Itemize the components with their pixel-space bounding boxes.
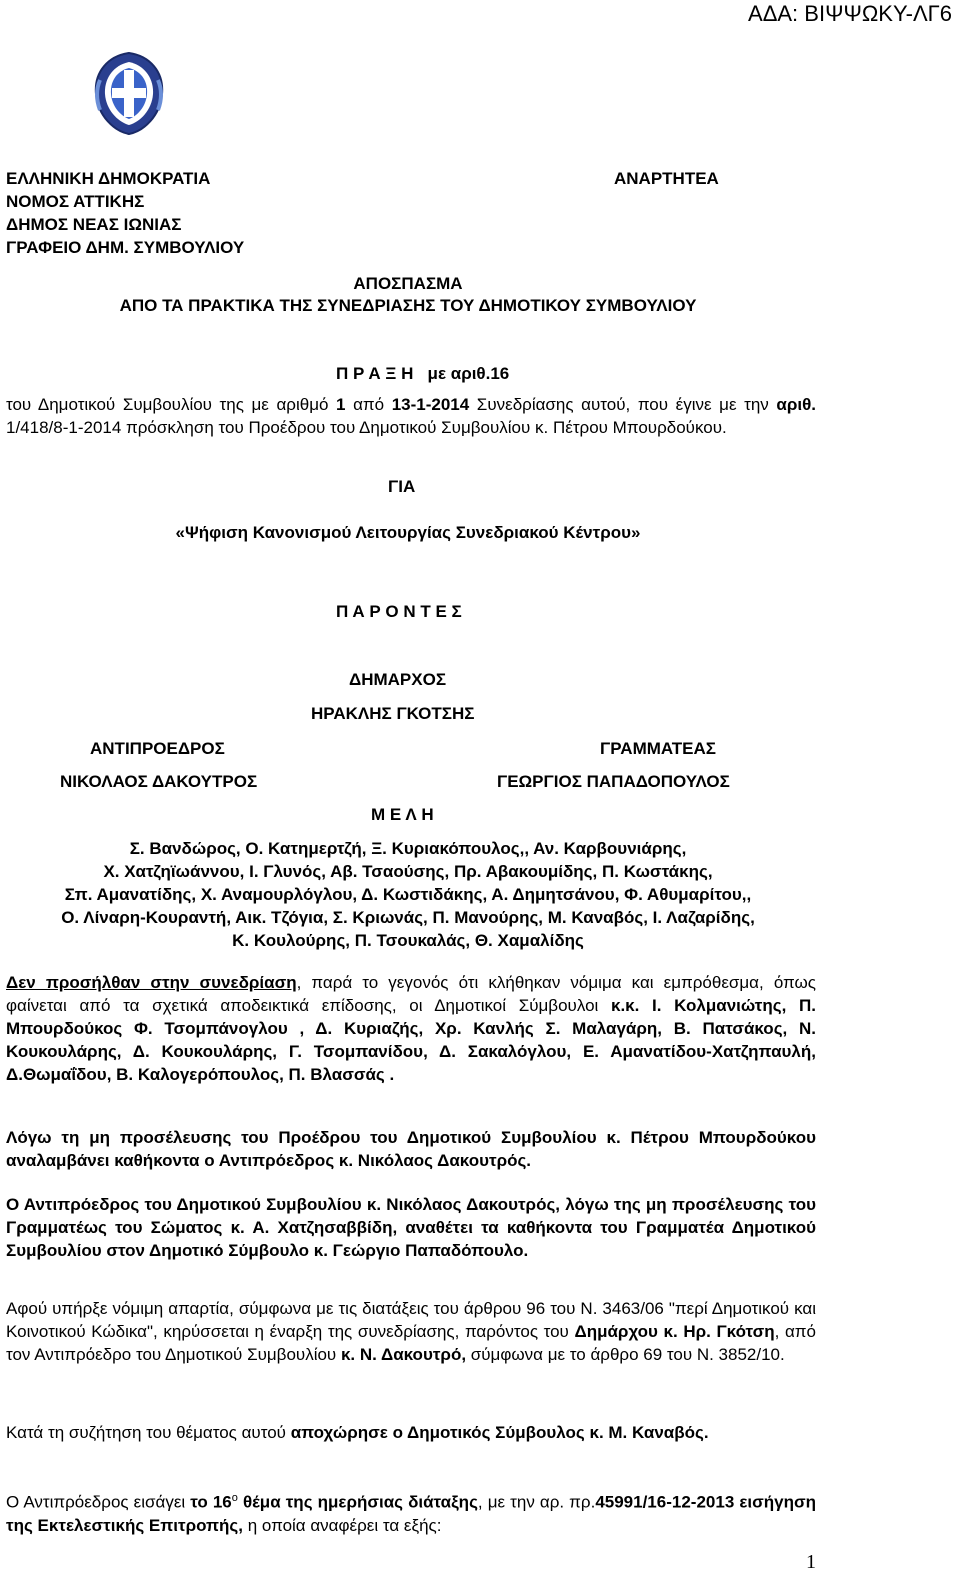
members-label: Μ Ε Λ Η (371, 805, 434, 824)
members-line-1: Σ. Βανδώρος, Ο. Κατημερτζή, Ξ. Κυριακόπουλος,, Αν. Καρβουνιάρης, (129, 839, 687, 858)
page-number: 1 (806, 1551, 816, 1573)
vice-president-name: ΝΙΚΟΛΑΟΣ ΔΑΚΟΥΤΡΟΣ (60, 772, 258, 791)
posting-label: ΑΝΑΡΤΗΤΕΑ (614, 169, 719, 188)
present-label: Π Α Ρ Ο Ν Τ Ε Σ (336, 602, 462, 621)
members-line-5: Κ. Κουλούρης, Π. Τσουκαλάς, Θ. Χαμαλίδης (232, 931, 584, 950)
departure-paragraph: Κατά τη συζήτηση του θέματος αυτού αποχώρησε ο Δημοτικός Σύμβουλος κ. Μ. Καναβός. (6, 1423, 709, 1442)
absent-paragraph: Δεν προσήλθαν στην συνεδρίαση, παρά το γεγονός ότι κλήθηκαν νόμιμα και εμπρόθεσμα, όπως φαίνεται από τα σχετικά αποδεικτικά επίδοσης, οι Δημοτικοί Σύμβουλοι κ.κ. Ι. Κολμανιώτης, Π. Μπουρδούκος Φ. Τσομπάνογλου , Δ. Κυριαζής, Χρ. Κανλής Σ. Μαλαγάρη, Β. Πατσάκος, Ν. Κουκουλάρης, Δ. Κουκουλάρης, Γ. Τσομπανίδου, Δ. Σακαλόγλου, Ε. Αμανατίδου-Χατζηπαυλή, Δ.Θωμαΐδου, Β. Καλογερόπουλος, Π. Βλασσάς . (6, 973, 816, 1084)
greek-coat-of-arms-emblem (88, 50, 170, 136)
issuer-line-2: ΝΟΜΟΣ ΑΤΤΙΚΗΣ (6, 192, 145, 211)
vice-president-title: ΑΝΤΙΠΡΟΕΔΡΟΣ (90, 739, 225, 758)
heading-extract: ΑΠΟΣΠΑΣΜΑ (353, 274, 463, 293)
agenda-paragraph: Ο Αντιπρόεδρος εισάγει το $16^o$ θέμα της ημερήσιας διάταξης, με την αρ. πρ.45991/16-12-2013 εισήγηση της Εκτελεστικής Επιτροπής, η οποία αναφέρει τα εξής: (6, 1492, 816, 1535)
secretary-paragraph: Ο Αντιπρόεδρος του Δημοτικού Συμβουλίου κ. Νικόλαος Δακουτρός, λόγω της μη προσέλευσης του Γραμματέως του Σώματος κ. Α. Χατζησαββίδη, αναθέτει τα καθήκοντα του Γραμματέα Δημοτικού Συμβουλίου στον Δημοτικό Σύμβουλο κ. Γεώργιο Παπαδόπουλο. (6, 1195, 816, 1260)
members-line-3: Σπ. Αμανατίδης, Χ. Αναμουρλόγλου, Δ. Κωστιδάκης, Α. Δημητσάνου, Φ. Αθυμαρίτου,, (64, 885, 752, 904)
chair-paragraph: Λόγω τη μη προσέλευσης του Προέδρου του Δημοτικού Συμβουλίου κ. Πέτρου Μπουρδούκου αναλαμβάνει καθήκοντα ο Αντιπρόεδρος κ. Νικόλαος Δακουτρός. (6, 1128, 816, 1170)
quorum-paragraph: Αφού υπήρξε νόμιμη απαρτία, σύμφωνα με τις διατάξεις του άρθρου 96 του Ν. 3463/06 "περί Δημοτικού και Κοινοτικού Κώδικα", κηρύσσεται η έναρξη της συνεδρίασης, παρόντος του Δημάρχου κ. Ηρ. Γκότση, από τον Αντιπρόεδρο του Δημοτικού Συμβουλίου κ. Ν. Δακουτρό, σύμφωνα με το άρθρο 69 του Ν. 3852/10. (6, 1299, 816, 1364)
secretary-name: ΓΕΩΡΓΙΟΣ ΠΑΠΑΔΟΠΟΥΛΟΣ (497, 772, 730, 791)
mayor-title: ΔΗΜΑΡΧΟΣ (349, 670, 447, 689)
members-line-4: Ο. Λίναρη-Κουραντή, Αικ. Τζόγια, Σ. Κριωνάς, Π. Μανούρης, Μ. Καναβός, Ι. Λαζαρίδης, (61, 908, 755, 927)
decision-number: Π Ρ Α Ξ Η με αριθ.16 (336, 364, 510, 383)
issuer-line-1: ΕΛΛΗΝΙΚΗ ΔΗΜΟΚΡΑΤΙΑ (6, 169, 211, 188)
intro-paragraph: του Δημοτικού Συμβουλίου της με αριθμό 1 από 13-1-2014 Συνεδρίασης αυτού, που έγινε με την αριθ. 1/418/8-1-2014 πρόσκληση του Προέδρου του Δημοτικού Συμβουλίου κ. Πέτρου Μπουρδούκου. (6, 395, 816, 437)
members-line-2: Χ. Χατζηϊωάννου, Ι. Γλυνός, Αβ. Τσαούσης, Πρ. Αβακουμίδης, Π. Κωστάκης, (103, 862, 713, 881)
mayor-name: ΗΡΑΚΛΗΣ ΓΚΟΤΣΗΣ (311, 704, 475, 723)
secretary-title: ΓΡΑΜΜΑΤΕΑΣ (600, 739, 716, 758)
gia-label: ΓΙΑ (388, 477, 416, 496)
ada-code: ΑΔΑ: ΒΙΨΨΩΚΥ-ΛΓ6 (748, 1, 952, 26)
issuer-line-4: ΓΡΑΦΕΙΟ ΔΗΜ. ΣΥΜΒΟΥΛΙΟΥ (6, 238, 245, 257)
issuer-line-3: ΔΗΜΟΣ ΝΕΑΣ ΙΩΝΙΑΣ (6, 215, 182, 234)
subject-title: «Ψήφιση Κανονισμού Λειτουργίας Συνεδριακού Κέντρου» (175, 523, 641, 542)
heading-minutes: ΑΠΟ ΤΑ ΠΡΑΚΤΙΚΑ ΤΗΣ ΣΥΝΕΔΡΙΑΣΗΣ ΤΟΥ ΔΗΜΟΤΙΚΟΥ ΣΥΜΒΟΥΛΙΟΥ (119, 296, 697, 315)
